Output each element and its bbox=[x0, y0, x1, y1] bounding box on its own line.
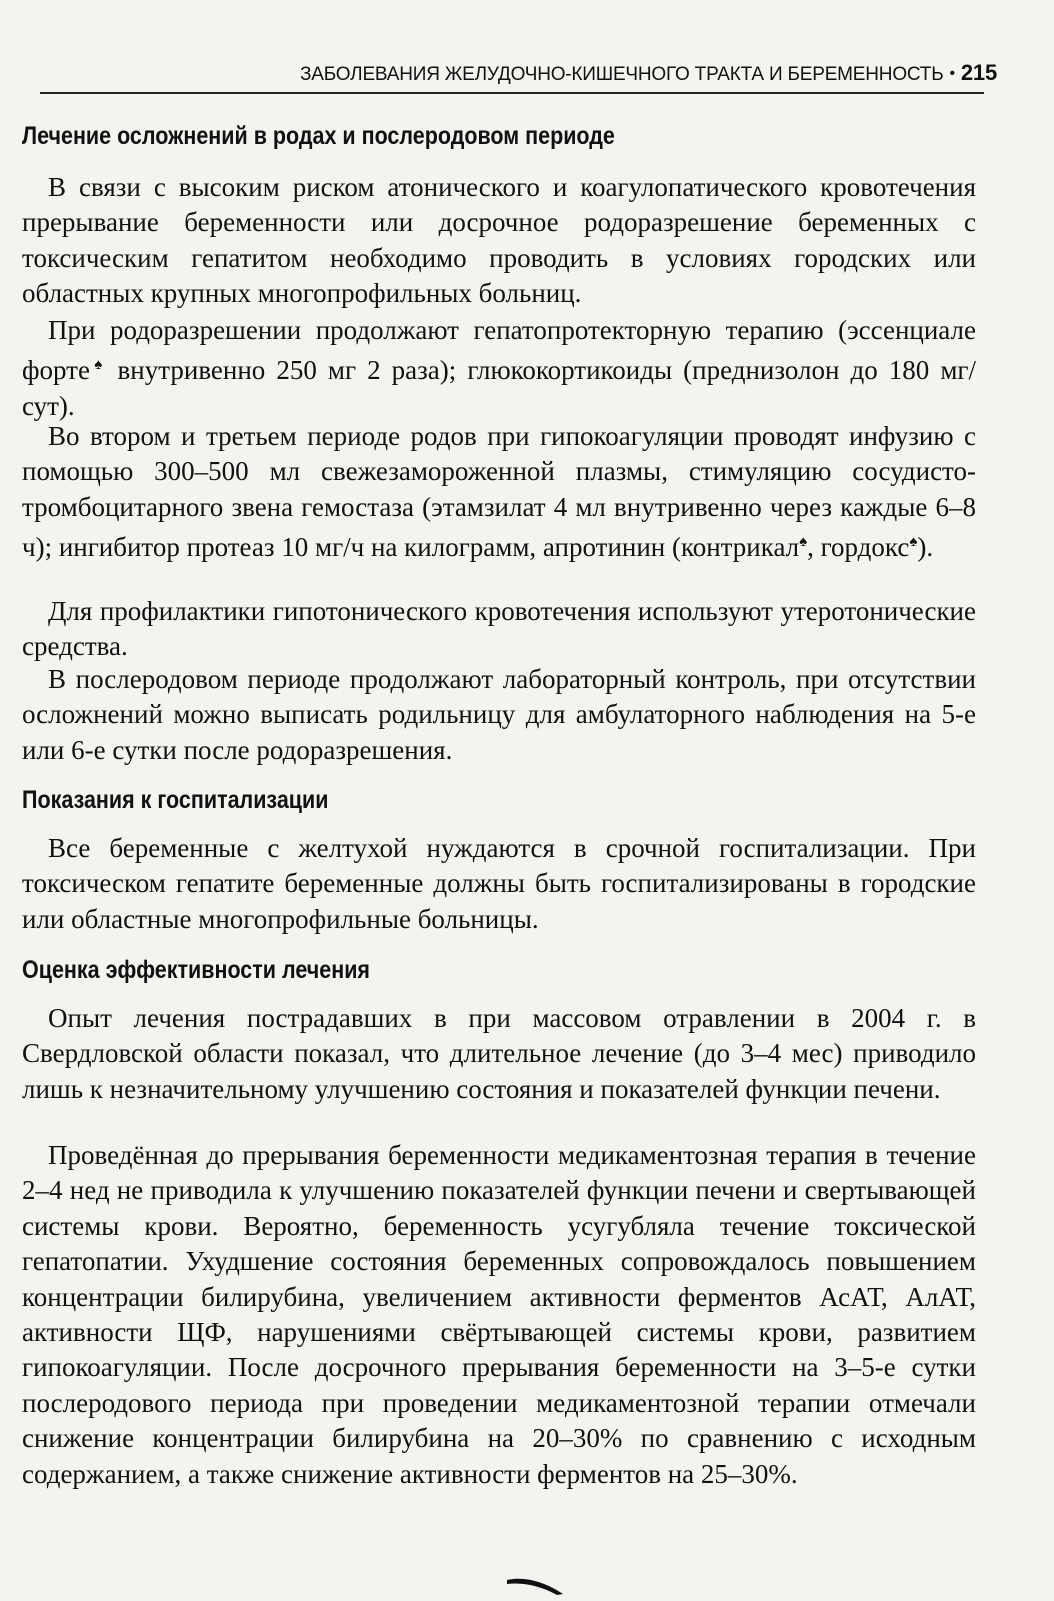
paragraph-drug-therapy-results: Проведённая до прерывания беременности медикаментозная терапия в течение 2–4 нед не приводила к улучшению показателей функции печени и свертывающей системы крови. Вероятно, беременность усугубляла течение токсической гепатопатии. Ухудшение состояния беременных сопровождалось повышением концентрации билирубина, увеличением активности ферментов АсАТ, АлАТ, активности ЩФ, нарушениями свёртывающей системы крови, развитием гипокоагуляции. После досрочного прерывания беременности на 3–5-е сутки послеродового периода при проведении медикаментозной терапии отмечали снижение концентрации билирубина на 20–30% по сравнению с исходным содержанием, а также снижение активности ферментов на 25–30%. bbox=[22, 1140, 976, 1489]
drug-mark: ♠ bbox=[89, 357, 107, 374]
header-divider bbox=[40, 92, 984, 94]
section-heading-effectiveness: Оценка эффективности лечения bbox=[22, 956, 370, 984]
delivery-therapy-text-b: внутривенно 250 мг 2 раза); глюкокортикоиды (преднизолон до 180 мг/сут). bbox=[22, 355, 977, 421]
page-number: 215 bbox=[960, 60, 997, 85]
bullet-separator: • bbox=[949, 65, 955, 82]
drug-mark: ♠ bbox=[799, 534, 808, 551]
paragraph-postpartum-control: В послеродовом периоде продолжают лабораторный контроль, при отсутствии осложнений можно выписать родильницу для амбулаторного наблюдения на 5-е или 6-е сутки после родоразрешения. bbox=[22, 664, 976, 765]
running-header bbox=[300, 60, 997, 86]
paragraph-second-third-stage bbox=[22, 419, 976, 566]
second-stage-text-c: ). bbox=[917, 532, 934, 563]
paragraph-treatment-experience: Опыт лечения пострадавших в при массовом отравлении в 2004 г. в Свердловской области показал, что длительное лечение (до 3–4 мес) приводило лишь к незначительному улучшению состояния и показателей функции печени. bbox=[22, 1003, 976, 1104]
second-stage-text-a: Во втором и третьем периоде родов при гипокоагуляции проводят инфузию с помощью 300–500 мл свежезамороженной плазмы, стимуляцию сосудисто-тромбоцитарного звена гемостаза (этамзилат 4 мл внутривенно через каждые 6–8 ч); ингибитор протеаз 10 мг/ч на килограмм, апротинин (контрикал bbox=[22, 421, 976, 563]
paragraph-hypotonic-prevention: Для профилактики гипотонического кровотечения используют утеротонические средства. bbox=[22, 596, 976, 662]
delivery-therapy-text-a: При родоразрешении продолжают гепатопротекторную терапию (эссенциале форте bbox=[22, 315, 976, 386]
paragraph-delivery-therapy bbox=[22, 313, 976, 424]
paragraph-bleeding-risk: В связи с высоким риском атонического и коагулопатического кровотечения прерывание беременности или досрочное родоразрешение беременных с токсическим гепатитом необходимо проводить в условиях городских или областных крупных многопрофильных больниц. bbox=[22, 172, 976, 309]
second-stage-text-b: , гордокс bbox=[807, 532, 910, 563]
drug-mark: ♠ bbox=[909, 534, 918, 551]
section-heading-hospitalization: Показания к госпитализации bbox=[22, 786, 329, 814]
running-title: ЗАБОЛЕВАНИЯ ЖЕЛУДОЧНО-КИШЕЧНОГО ТРАКТА И БЕРЕМЕННОСТЬ bbox=[300, 64, 944, 85]
binding-shadow-mark bbox=[505, 1574, 565, 1596]
paragraph-hospitalization: Все беременные с желтухой нуждаются в срочной госпитализации. При токсическом гепатите беременные должны быть госпитализированы в городские или областные многопрофильные больницы. bbox=[22, 833, 976, 934]
section-heading-complications: Лечение осложнений в родах и послеродовом периоде bbox=[22, 122, 615, 150]
